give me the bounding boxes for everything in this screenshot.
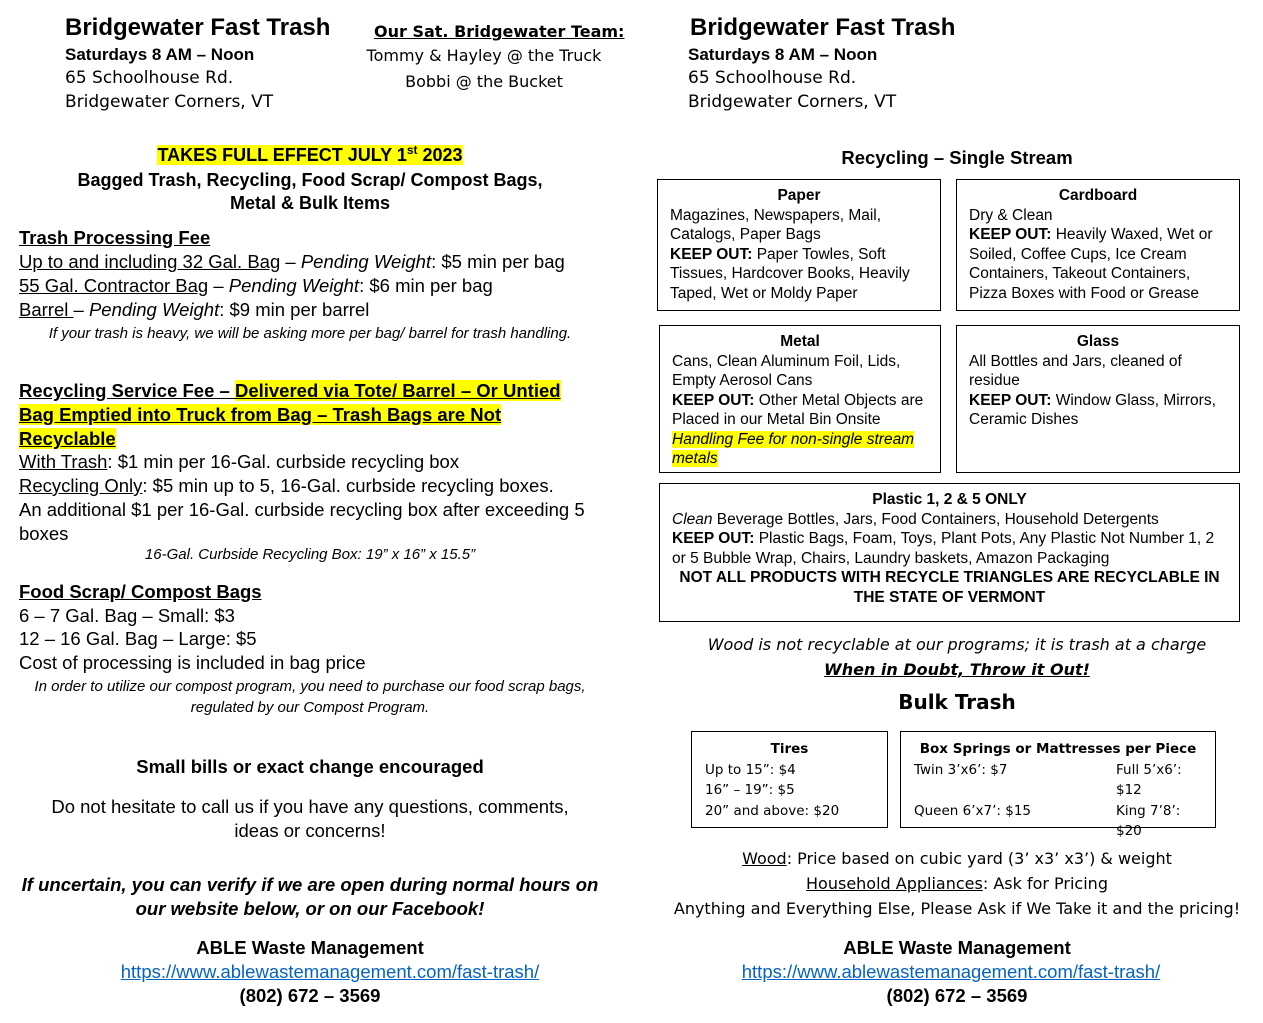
appliance-pricing-line <box>657 874 1257 893</box>
recycling-fee-additional: An additional $1 per 16-Gal. curbside recycling box after exceeding 5 boxes <box>19 499 585 544</box>
plastic-box <box>659 483 1240 622</box>
cardboard-box-title: Cardboard <box>1058 187 1138 204</box>
recycling-single-stream-heading: Recycling – Single Stream <box>841 147 1073 168</box>
glass-accepted: All Bottles and Jars, cleaned of residue <box>969 352 1182 389</box>
trash-fee-note: If your trash is heavy, we will be asking more per bag/ barrel for trash handling. <box>48 325 572 342</box>
recycling-fee-with-trash <box>19 451 459 473</box>
trash-fee-row-label: Up to and including 32 Gal. Bag <box>19 251 281 272</box>
mattress-full-price: Full 5’x6’: $12 <box>1116 761 1182 798</box>
left-title: Bridgewater Fast Trash <box>65 14 331 41</box>
left-website-link-wrap <box>10 961 650 983</box>
website-verify-note: If uncertain, you can verify if we are open during normal hours on our website below, or on our Facebook! <box>21 874 599 919</box>
plastic-vermont-warning: NOT ALL PRODUCTS WITH RECYCLE TRIANGLES ARE RECYCLABLE IN THE STATE OF VERMONT <box>679 569 1220 606</box>
trash-fee-row-55gal <box>19 275 493 297</box>
tires-box <box>691 731 888 828</box>
paper-accepted: Magazines, Newspapers, Mail, Catalogs, Paper Bags <box>670 206 882 243</box>
recycling-fee-only <box>19 475 554 497</box>
keep-out-label: KEEP OUT: <box>672 391 755 409</box>
plastic-keep-out-list: Plastic Bags, Foam, Toys, Plant Pots, Any Plastic Not Number 1, 2 or 5 Bubble Wrap, Chairs, Laundry baskets, Amazon Packaging <box>672 530 1215 567</box>
recycling-fee-price: : $5 min up to 5, 16-Gal. curbside recycling boxes. <box>142 475 554 496</box>
paper-box-title: Paper <box>777 187 821 204</box>
mattress-twin-price: Twin 3’x6’: $7 <box>914 761 1008 778</box>
mattress-box <box>900 731 1216 839</box>
tires-price-20: 20” and above: $20 <box>705 802 840 819</box>
metal-keep-out <box>672 391 928 430</box>
metal-box-title: Metal <box>780 333 820 350</box>
trash-fee-row-32gal <box>19 251 565 273</box>
metal-accepted: Cans, Clean Aluminum Foil, Lids, Empty Aerosol Cans <box>672 352 901 389</box>
trash-fee-row-barrel <box>19 299 369 321</box>
keep-out-label: KEEP OUT: <box>969 226 1052 243</box>
wood-label: Wood <box>742 849 787 868</box>
subtitle-line2: Metal & Bulk Items <box>229 193 391 213</box>
recycling-box-size-note: 16-Gal. Curbside Recycling Box: 19” x 16” x 15.5” <box>144 546 476 563</box>
effective-date-banner <box>20 145 600 166</box>
subtitle-line1: Bagged Trash, Recycling, Food Scrap/ Compost Bags, <box>77 170 543 190</box>
effective-date-text: TAKES FULL EFFECT JULY 1 <box>157 145 407 165</box>
cardboard-keep-out <box>969 225 1227 303</box>
right-website-link[interactable]: https://www.ablewastemanagement.com/fast-trash/ <box>741 961 1161 982</box>
compost-program-note: In order to utilize our compost program, you need to purchase our food scrap bags, regulated by our Compost Program. <box>34 678 586 716</box>
metal-handling-fee <box>672 430 928 469</box>
metal-handling-fee-text: Handling Fee for non-single stream metals <box>672 430 915 467</box>
pending-weight-text: Pending Weight <box>228 275 360 296</box>
tires-price-15: Up to 15”: $4 <box>705 761 796 778</box>
compost-small-bag: 6 – 7 Gal. Bag – Small: $3 <box>19 605 235 626</box>
trash-fee-dash: – <box>73 299 89 320</box>
recycling-fee-heading-label: Recycling Service Fee – <box>19 380 235 401</box>
wood-pricing: : Price based on cubic yard (3’ x3’ x3’) & weight <box>786 849 1172 868</box>
glass-box <box>956 325 1240 473</box>
trash-fee-dash: – <box>280 251 301 272</box>
keep-out-label: KEEP OUT: <box>969 391 1052 409</box>
plastic-accepted-list: Beverage Bottles, Jars, Food Containers, Household Detergents <box>712 510 1159 528</box>
compost-large-bag: 12 – 16 Gal. Bag – Large: $5 <box>19 628 257 649</box>
left-address-line2: Bridgewater Corners, VT <box>65 92 274 112</box>
right-title: Bridgewater Fast Trash <box>690 14 956 41</box>
team-heading: Our Sat. Bridgewater Team: <box>374 22 625 41</box>
right-phone: (802) 672 – 3569 <box>886 985 1028 1006</box>
cardboard-accepted: Dry & Clean <box>969 206 1053 224</box>
paper-keep-out-list: Paper Towles, Soft Tissues, Hardcover Books, Heavily Taped, Wet or Moldy Paper <box>670 245 910 302</box>
mattress-row-1 <box>914 760 1202 801</box>
trash-fee-price: : $9 min per barrel <box>219 299 370 320</box>
effective-date-year: 2023 <box>417 145 463 165</box>
trash-fee-price: : $5 min per bag <box>431 251 565 272</box>
recycling-fee-row-label: With Trash <box>19 451 108 472</box>
left-hours: Saturdays 8 AM – Noon <box>65 45 255 64</box>
bulk-trash-heading: Bulk Trash <box>898 690 1016 714</box>
glass-keep-out <box>969 391 1227 430</box>
right-address-line2: Bridgewater Corners, VT <box>688 92 897 112</box>
recycling-fee-row-label: Recycling Only <box>19 475 143 496</box>
right-website-link-wrap <box>642 961 1260 983</box>
wood-pricing-line <box>657 849 1257 868</box>
metal-box <box>659 325 941 473</box>
left-website-link[interactable]: https://www.ablewastemanagement.com/fast-trash/ <box>120 961 540 982</box>
trash-fee-row-label: Barrel <box>19 299 74 320</box>
cardboard-keep-out-list: Heavily Waxed, Wet or Soiled, Coffee Cups, Ice Cream Containers, Takeout Containers, Pizza Boxes with Food or Grease <box>969 226 1213 302</box>
plastic-box-title: Plastic 1, 2 & 5 ONLY <box>872 491 1027 508</box>
paper-box <box>657 179 941 311</box>
pending-weight-text: Pending Weight <box>88 299 220 320</box>
small-bills-note: Small bills or exact change encouraged <box>136 756 484 777</box>
left-address-line1: 65 Schoolhouse Rd. <box>65 68 234 88</box>
right-company-name: ABLE Waste Management <box>843 937 1071 958</box>
team-line-truck: Tommy & Hayley @ the Truck <box>366 46 602 65</box>
trash-fee-heading: Trash Processing Fee <box>19 227 211 248</box>
recycling-fee-price: : $1 min per 16-Gal. curbside recycling box <box>107 451 460 472</box>
when-in-doubt-note: When in Doubt, Throw it Out! <box>824 660 1090 679</box>
glass-box-title: Glass <box>1076 333 1120 350</box>
trash-fee-price: : $6 min per bag <box>359 275 493 296</box>
cardboard-box <box>956 179 1240 311</box>
anything-else-line: Anything and Everything Else, Please Ask if We Take it and the pricing! <box>673 899 1241 918</box>
right-hours: Saturdays 8 AM – Noon <box>688 45 878 64</box>
pending-weight-text: Pending Weight <box>300 251 432 272</box>
trash-fee-dash: – <box>208 275 229 296</box>
plastic-keep-out <box>672 529 1227 568</box>
mattress-row-2 <box>914 801 1202 842</box>
effective-date-sup: st <box>406 143 418 157</box>
mattress-king-price: King 7’8’: $20 <box>1116 802 1181 839</box>
appliance-pricing: : Ask for Pricing <box>982 874 1108 893</box>
plastic-accepted <box>672 510 1227 530</box>
compost-heading: Food Scrap/ Compost Bags <box>19 581 262 602</box>
right-address-line1: 65 Schoolhouse Rd. <box>688 68 857 88</box>
recycling-fee-heading-highlight: Delivered via Tote/ Barrel – Or Untied Bag Emptied into Truck from Bag – Trash Bags are Not Recyclable <box>19 380 561 449</box>
left-company-name: ABLE Waste Management <box>196 937 424 958</box>
glass-keep-out-list: Window Glass, Mirrors, Ceramic Dishes <box>969 391 1216 428</box>
wood-not-recyclable-note: Wood is not recyclable at our programs; it is trash at a charge <box>707 635 1207 654</box>
paper-keep-out <box>670 245 928 304</box>
keep-out-label: KEEP OUT: <box>672 530 755 547</box>
plastic-clean-label: Clean <box>672 510 713 528</box>
keep-out-label: KEEP OUT: <box>670 245 753 263</box>
team-line-bucket: Bobbi @ the Bucket <box>405 72 563 91</box>
tires-box-title: Tires <box>770 741 809 757</box>
appliance-label: Household Appliances <box>806 874 983 893</box>
trash-fee-row-label: 55 Gal. Contractor Bag <box>19 275 209 296</box>
mattress-queen-price: Queen 6’x7’: $15 <box>914 802 1031 819</box>
mattress-box-title: Box Springs or Mattresses per Piece <box>919 741 1197 757</box>
metal-keep-out-list: Other Metal Objects are Placed in our Metal Bin Onsite <box>672 391 924 428</box>
tires-price-16-19: 16” – 19”: $5 <box>705 782 795 798</box>
call-us-note: Do not hesitate to call us if you have any questions, comments, ideas or concerns! <box>51 796 569 841</box>
compost-processing-note: Cost of processing is included in bag price <box>19 652 366 673</box>
left-phone: (802) 672 – 3569 <box>239 985 381 1006</box>
recycling-fee-heading <box>19 379 599 451</box>
